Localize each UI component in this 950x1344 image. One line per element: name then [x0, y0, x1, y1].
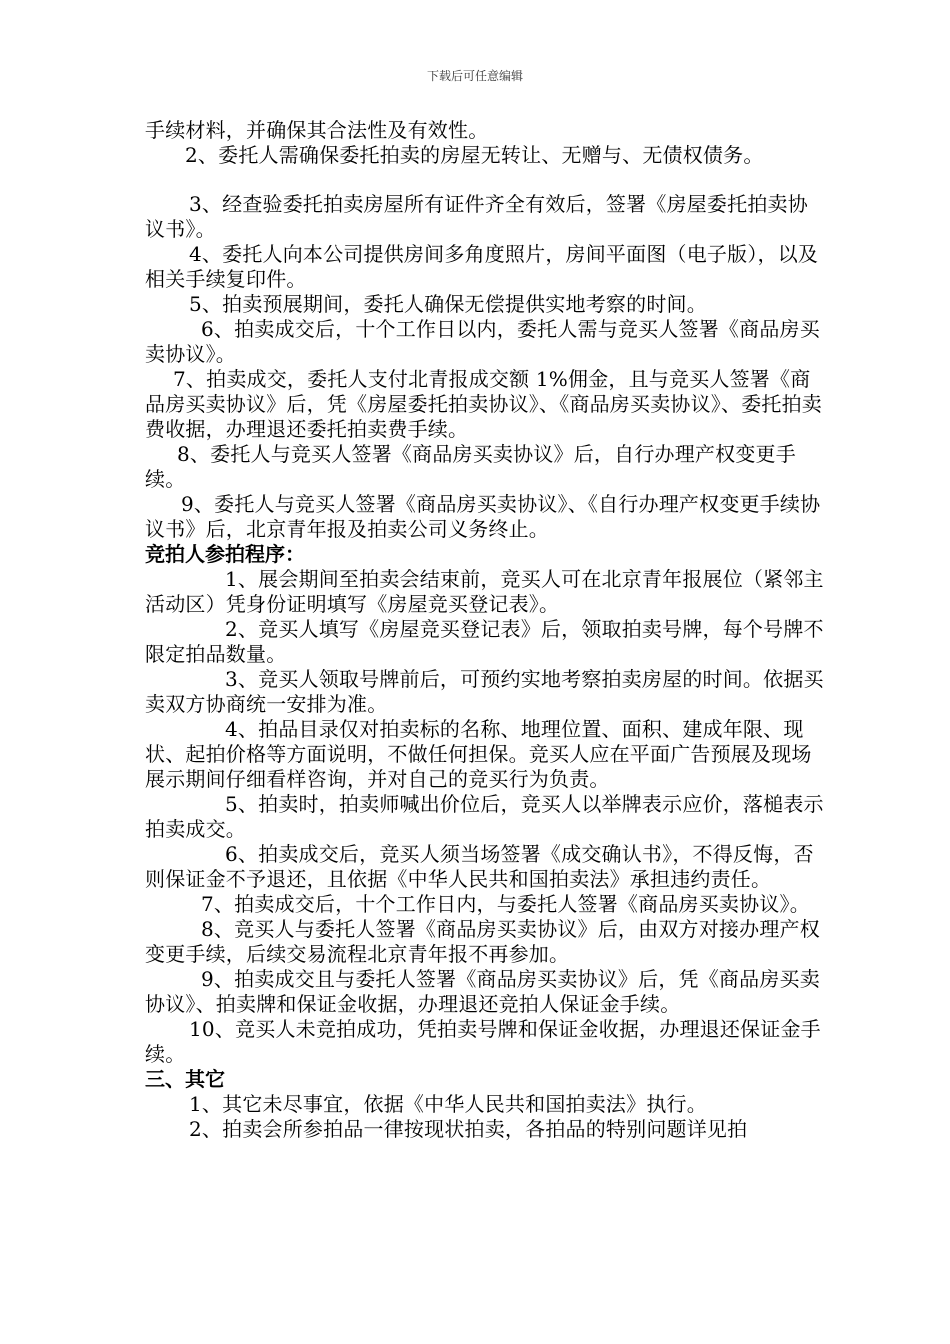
paragraph: 6、拍卖成交后，十个工作日以内，委托人需与竞买人签署《商品房买卖协议》。 — [145, 317, 820, 366]
list-item: 6、拍卖成交后，竞买人须当场签署《成交确认书》，不得反悔，否则保证金不予退还，且依据《中华人民共和国拍卖法》承担违约责任。 — [145, 842, 814, 891]
blank-line — [145, 168, 825, 192]
section-heading-bidder: 竞拍人参拍程序： — [145, 542, 305, 566]
list-item: 4、拍品目录仅对拍卖标的名称、地理位置、面积、建成年限、现状、起拍价格等方面说明，不做任何担保。竞买人应在平面广告预展及现场展示期间仔细看样咨询，并对自己的竞买行为负责。 — [145, 717, 812, 791]
list-item: 1、其它未尽事宜，依据《中华人民共和国拍卖法》执行。 — [189, 1092, 707, 1116]
paragraph: 2、委托人需确保委托拍卖的房屋无转让、无赠与、无债权债务。 — [185, 143, 764, 167]
paragraph: 3、经查验委托拍卖房屋所有证件齐全有效后，签署《房屋委托拍卖协议书》。 — [145, 192, 808, 241]
list-item: 1、展会期间至拍卖会结束前，竞买人可在北京青年报展位（紧邻主活动区）凭身份证明填写《房屋竞买登记表》。 — [145, 567, 824, 616]
paragraph: 8、委托人与竞买人签署《商品房买卖协议》后，自行办理产权变更手续。 — [145, 442, 796, 491]
page-header: 下载后可任意编辑 — [426, 69, 523, 83]
list-item: 10、竞买人未竞拍成功，凭拍卖号牌和保证金收据，办理退还保证金手续。 — [145, 1017, 821, 1066]
list-item: 9、拍卖成交且与委托人签署《商品房买卖协议》后，凭《商品房买卖协议》、拍卖牌和保证金收据，办理退还竞拍人保证金手续。 — [145, 967, 820, 1016]
paragraph: 5、拍卖预展期间，委托人确保无偿提供实地考察的时间。 — [189, 292, 707, 316]
list-item: 7、拍卖成交后，十个工作日内，与委托人签署《商品房买卖协议》。 — [201, 892, 810, 916]
list-item: 8、竞买人与委托人签署《商品房买卖协议》后，由双方对接办理产权变更手续，后续交易流程北京青年报不再参加。 — [145, 917, 820, 966]
list-item: 3、竞买人领取号牌前后，可预约实地考察拍卖房屋的时间。依据买卖双方协商统一安排为准。 — [145, 667, 824, 716]
list-item: 5、拍卖时，拍卖师喊出价位后，竞买人以举牌表示应价，落槌表示拍卖成交。 — [145, 792, 824, 841]
document-body — [145, 118, 825, 1142]
list-item: 2、竞买人填写《房屋竞买登记表》后，领取拍卖号牌，每个号牌不限定拍品数量。 — [145, 617, 824, 666]
paragraph: 9、委托人与竞买人签署《商品房买卖协议》、《自行办理产权变更手续协议书》后，北京青年报及拍卖公司义务终止。 — [145, 492, 821, 541]
paragraph: 手续材料，并确保其合法性及有效性。 — [145, 118, 489, 142]
paragraph: 7、拍卖成交，委托人支付北青报成交额 1%佣金，且与竞买人签署《商品房买卖协议》后，凭《房屋委托拍卖协议》、《商品房买卖协议》、委托拍卖费收据，办理退还委托拍卖费手续。 — [145, 367, 822, 441]
paragraph: 4、委托人向本公司提供房间多角度照片，房间平面图（电子版），以及相关手续复印件。 — [145, 242, 819, 291]
list-item: 2、拍卖会所参拍品一律按现状拍卖，各拍品的特别问题详见拍 — [189, 1117, 748, 1141]
section-heading-other: 三、其它 — [145, 1067, 225, 1091]
